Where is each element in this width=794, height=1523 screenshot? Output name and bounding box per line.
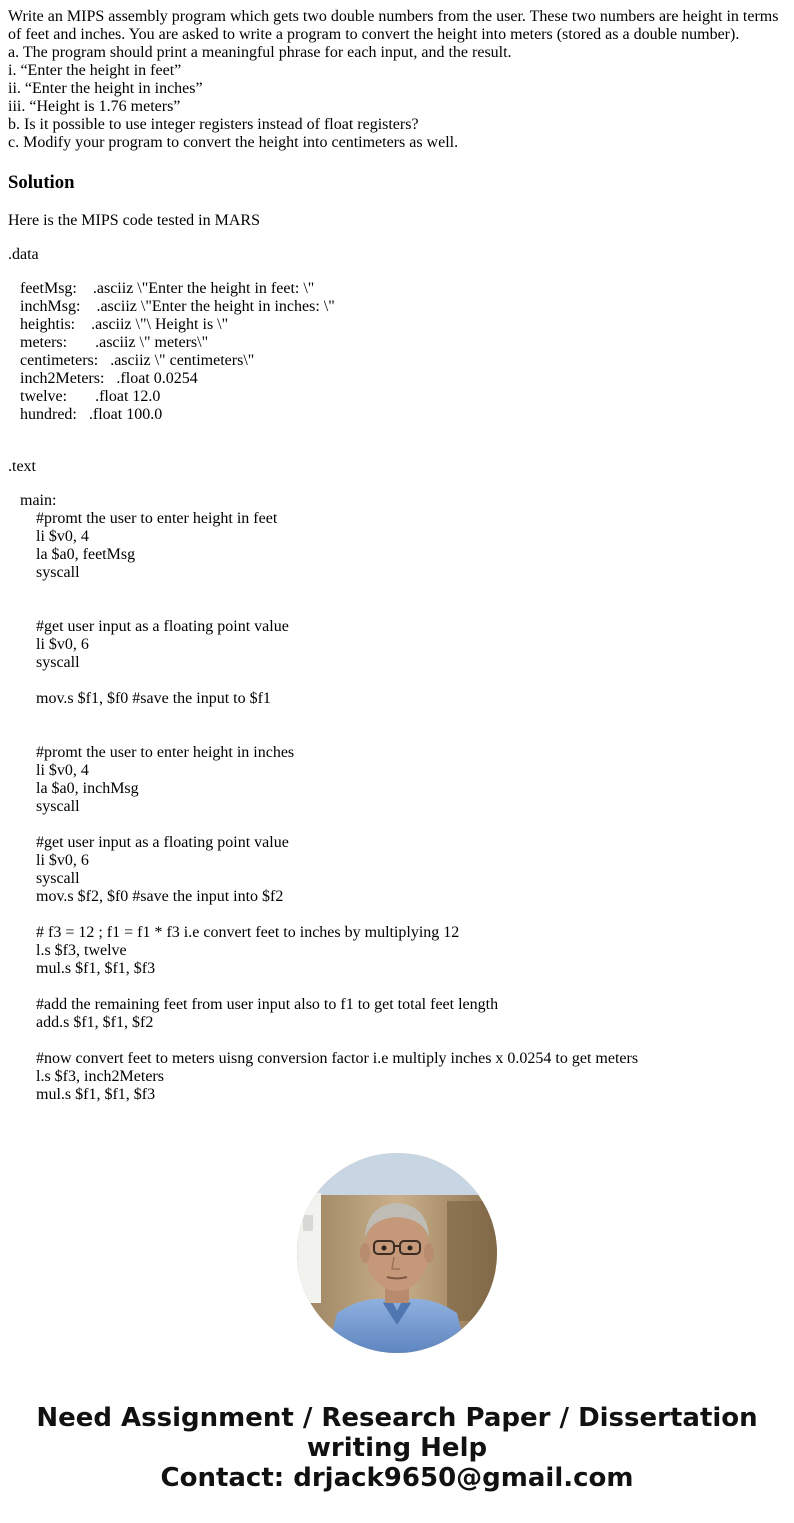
code-line: #promt the user to enter height in feet (36, 510, 278, 527)
code-line: hundred: .float 100.0 (20, 406, 163, 423)
data-section-label: .data (8, 246, 39, 263)
advertisement-banner (0, 1403, 794, 1493)
code-line: # f3 = 12 ; f1 = f1 * f3 i.e convert feet to inches by multiplying 12 (36, 924, 460, 941)
code-line: syscall (36, 798, 80, 815)
main-code (8, 510, 786, 1104)
code-line: #get user input as a floating point value (36, 618, 289, 635)
code-line: mov.s $f2, $f0 #save the input into $f2 (36, 888, 284, 905)
code-line: syscall (36, 654, 80, 671)
code-line: li $v0, 6 (36, 852, 89, 869)
author-photo (297, 1153, 497, 1353)
code-line: l.s $f3, inch2Meters (36, 1068, 164, 1085)
question-item-i: i. “Enter the height in feet” (8, 62, 182, 79)
code-line: li $v0, 4 (36, 762, 89, 779)
code-line: twelve: .float 12.0 (20, 388, 161, 405)
code-line: inchMsg: .asciiz \"Enter the height in inches: \" (20, 298, 335, 315)
code-line: feetMsg: .asciiz \"Enter the height in feet: \" (20, 280, 315, 297)
code-line: mul.s $f1, $f1, $f3 (36, 1086, 156, 1103)
code-line: #add the remaining feet from user input also to f1 to get total feet length (36, 996, 499, 1013)
code-line: syscall (36, 870, 80, 887)
main-label: main: (20, 492, 57, 509)
code-line: #promt the user to enter height in inches (36, 744, 295, 761)
code-line: add.s $f1, $f1, $f2 (36, 1014, 154, 1031)
code-line: mov.s $f1, $f0 #save the input to $f1 (36, 690, 271, 707)
question-item-ii: ii. “Enter the height in inches” (8, 80, 203, 97)
code-line: mul.s $f1, $f1, $f3 (36, 960, 156, 977)
code-line: la $a0, feetMsg (36, 546, 136, 563)
portrait-image (297, 1153, 497, 1353)
code-line: l.s $f3, twelve (36, 942, 127, 959)
document-body (8, 8, 786, 1104)
ad-contact-line: Contact: drjack9650@gmail.com (160, 1463, 634, 1493)
solution-intro: Here is the MIPS code tested in MARS (8, 212, 260, 229)
code-line: #now convert feet to meters uisng conversion factor i.e multiply inches x 0.0254 to get meters (36, 1050, 639, 1067)
code-line: centimeters: .asciiz \" centimeters\" (20, 352, 255, 369)
ad-line-2: writing Help (306, 1433, 488, 1463)
code-line: meters: .asciiz \" meters\" (20, 334, 209, 351)
code-line: syscall (36, 564, 80, 581)
code-line: la $a0, inchMsg (36, 780, 139, 797)
data-declarations (8, 280, 786, 424)
question-item-iii: iii. “Height is 1.76 meters” (8, 98, 181, 115)
question-intro: Write an MIPS assembly program which gets two double numbers from the user. These two numbers are height in terms of feet and inches. You are asked to write a program to convert the height into meters (stored as a double number). (8, 8, 779, 43)
code-line: inch2Meters: .float 0.0254 (20, 370, 198, 387)
code-line: li $v0, 4 (36, 528, 89, 545)
question-part-c: c. Modify your program to convert the height into centimeters as well. (8, 134, 459, 151)
question-part-b: b. Is it possible to use integer registers instead of float registers? (8, 116, 419, 133)
ad-line-1: Need Assignment / Research Paper / Dissertation (36, 1403, 758, 1433)
code-line: heightis: .asciiz \"\ Height is \" (20, 316, 229, 333)
code-line: #get user input as a floating point value (36, 834, 289, 851)
question-part-a: a. The program should print a meaningful phrase for each input, and the result. (8, 44, 512, 61)
code-line: li $v0, 6 (36, 636, 89, 653)
solution-heading: Solution (8, 172, 75, 193)
text-section-label: .text (8, 458, 36, 475)
